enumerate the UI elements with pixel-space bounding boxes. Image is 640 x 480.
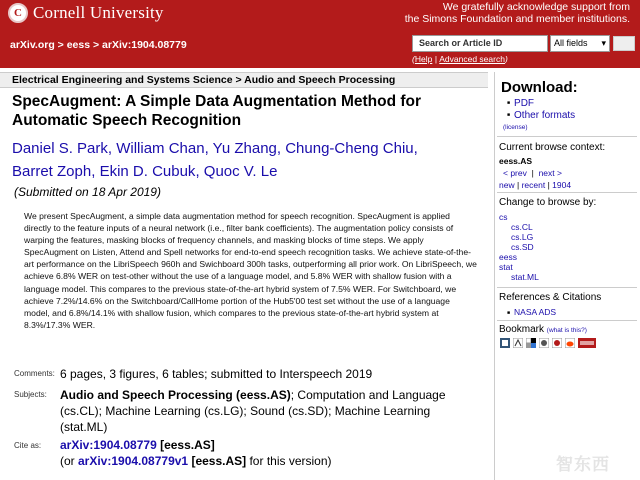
license-link[interactable]: (license) — [503, 124, 528, 131]
other-subjects: ; Computation and Language (cs.CL); Machine Learning (cs.LG); Sound (cs.SD); Machine Learning (stat.ML) — [60, 388, 446, 434]
browse-cs-link[interactable]: cs — [499, 212, 508, 222]
search-input[interactable]: Search or Article ID — [412, 35, 548, 52]
pdf-label[interactable]: PDF — [514, 98, 535, 109]
bookmark-help-link[interactable]: (what is this?) — [546, 327, 587, 334]
download-heading: Download: — [501, 79, 578, 96]
abstract-text: We present SpecAugment, a simple data augmentation method for speech recognition. SpecAugment is applied directly to the feature inputs of a neural network (i.e., filter bank coefficients). The augmentation policy consists of warping the features, masking blocks of frequency channels, and masking blocks of time steps. We apply SpecAugment on Listen, Attend and Spell networks for end-to-end speech recognition tasks. We achieve state-of-the-art performance on the LibriSpeech 960h and Swichboard 300h tasks, outperforming all prior work. On LibriSpeech, we achieve 6.8% WER on test-other without the use of a language model, and 5.8% WER with shallow fusion with a language model. This compares to the previous state-of-the-art hybrid system of 7.5% WER. For Switchboard, we achieve 7.2%/14.6% on the Switchboard/CallHome portion of the Hub5'00 test set without the use of a language model, and 6.8%/14.1% with shallow fusion, which compares to the previous state-of-the-art hybrid system at 8.3%/17.3% WER. — [24, 211, 477, 330]
comments-value: 6 pages, 3 figures, 6 tables; submitted to Interspeech 2019 — [60, 367, 373, 381]
month-link[interactable]: 1904 — [552, 180, 572, 190]
bookmark-heading — [499, 324, 587, 335]
browse-stat-ml-link[interactable]: stat.ML — [511, 272, 539, 282]
browse-cs-cl-link[interactable]: cs.CL — [511, 222, 533, 232]
author-list — [12, 137, 482, 183]
logo-text: Cornell University — [33, 3, 164, 22]
crumb-eess[interactable]: eess — [66, 39, 91, 51]
top-header — [0, 0, 640, 26]
author-separator: , — [195, 163, 204, 180]
list-separator: | — [547, 180, 550, 190]
prev-next-nav — [503, 168, 562, 178]
submission-date: (Submitted on 18 Apr 2019) — [14, 185, 161, 199]
search-go-button[interactable] — [613, 36, 635, 51]
author-link[interactable]: Ekin D. Cubuk — [99, 163, 196, 180]
list-separator: | — [516, 180, 520, 190]
subjects-value — [60, 387, 480, 435]
sciencewise-icon[interactable] — [578, 338, 596, 348]
author-separator: , — [107, 140, 117, 157]
bookmark-icons — [500, 338, 596, 348]
acknowledgement — [405, 2, 630, 25]
pdf-link[interactable] — [507, 98, 534, 109]
author-link[interactable]: Chung-Cheng Chiu — [285, 140, 414, 157]
nav-bar — [0, 26, 640, 68]
prev-link[interactable]: < prev — [503, 168, 527, 178]
cite-or: (or — [60, 454, 78, 468]
browse-context-heading: Current browse context: — [499, 142, 606, 153]
subject-category: Electrical Engineering and Systems Science > Audio and Speech Processing — [0, 72, 488, 88]
author-separator: , — [204, 140, 213, 157]
author-link[interactable]: Quoc V. Le — [203, 163, 278, 180]
right-sidebar — [494, 72, 640, 480]
paren-open: ( — [412, 54, 415, 64]
advanced-search-link[interactable]: Advanced search — [439, 54, 505, 64]
author-separator: , — [413, 140, 418, 157]
browse-eess-link[interactable]: eess — [499, 252, 517, 262]
nasa-ads-item[interactable] — [507, 307, 556, 317]
search-field-select[interactable]: All fields ▾ — [550, 35, 610, 52]
help-separator: | — [432, 54, 440, 64]
cite-version-category: [eess.AS] — [188, 454, 247, 468]
reddit-icon[interactable] — [565, 338, 575, 348]
breadcrumb — [10, 39, 187, 51]
browse-context-value: eess.AS — [499, 156, 533, 166]
nav-separator: | — [531, 168, 534, 178]
citeulike-icon[interactable] — [513, 338, 523, 348]
divider — [497, 136, 637, 137]
divider — [497, 192, 637, 193]
help-links — [412, 54, 508, 64]
author-link[interactable]: Daniel S. Park — [12, 140, 108, 157]
cite-tail: for this version) — [246, 454, 332, 468]
watermark-text: 智东西 — [556, 455, 610, 475]
cornell-logo[interactable] — [8, 3, 164, 23]
nasa-ads-link[interactable]: NASA ADS — [514, 307, 557, 317]
primary-subject: Audio and Speech Processing (eess.AS) — [60, 388, 291, 402]
crumb-article-id: arXiv:1904.08779 — [102, 39, 187, 51]
mendeley-icon[interactable] — [552, 338, 562, 348]
cite-label: Cite as: — [14, 441, 42, 450]
next-link[interactable]: next > — [538, 168, 562, 178]
ack-line-1[interactable]: We gratefully acknowledge support from — [442, 1, 630, 13]
ack-line-2[interactable]: the Simons Foundation and member institutions. — [404, 12, 630, 25]
paren-close: ) — [504, 54, 508, 64]
divider — [497, 320, 637, 321]
subjects-label: Subjects: — [14, 390, 47, 399]
cornell-seal-icon: C — [8, 3, 28, 23]
browse-cs-lg-link[interactable]: cs.LG — [511, 232, 534, 242]
list-links — [499, 180, 571, 190]
digg-icon[interactable] — [539, 338, 549, 348]
browse-stat-link[interactable]: stat — [499, 262, 513, 272]
bookmark-title: Bookmark — [499, 324, 545, 335]
author-separator: , — [276, 140, 286, 157]
new-link[interactable]: new — [499, 180, 515, 190]
comments-label: Comments: — [14, 369, 55, 378]
other-formats-link[interactable] — [507, 110, 575, 121]
author-link[interactable]: Yu Zhang — [212, 140, 277, 157]
bibsonomy-icon[interactable] — [500, 338, 510, 348]
cite-arxiv-link[interactable]: arXiv:1904.08779 — [60, 438, 157, 452]
references-heading: References & Citations — [499, 292, 602, 303]
delicious-icon[interactable] — [526, 338, 536, 348]
author-link[interactable]: William Chan — [116, 140, 205, 157]
crumb-arxiv[interactable]: arXiv.org — [10, 39, 55, 51]
recent-link[interactable]: recent — [521, 180, 546, 190]
browse-cs-sd-link[interactable]: cs.SD — [511, 242, 534, 252]
cite-value — [60, 437, 480, 469]
author-link[interactable]: Barret Zoph — [12, 163, 92, 180]
divider — [497, 287, 637, 288]
other-formats-label[interactable]: Other formats — [514, 110, 576, 121]
cite-category: [eess.AS] — [156, 438, 215, 452]
paper-title: SpecAugment: A Simple Data Augmentation Method for Automatic Speech Recognition — [12, 93, 422, 129]
crumb-separator: > — [90, 39, 103, 51]
crumb-separator: > — [54, 39, 67, 51]
author-separator: , — [91, 163, 100, 180]
cite-version-link[interactable]: arXiv:1904.08779v1 — [78, 454, 189, 468]
change-browse-heading: Change to browse by: — [499, 197, 597, 208]
help-link[interactable]: Help — [414, 54, 433, 64]
